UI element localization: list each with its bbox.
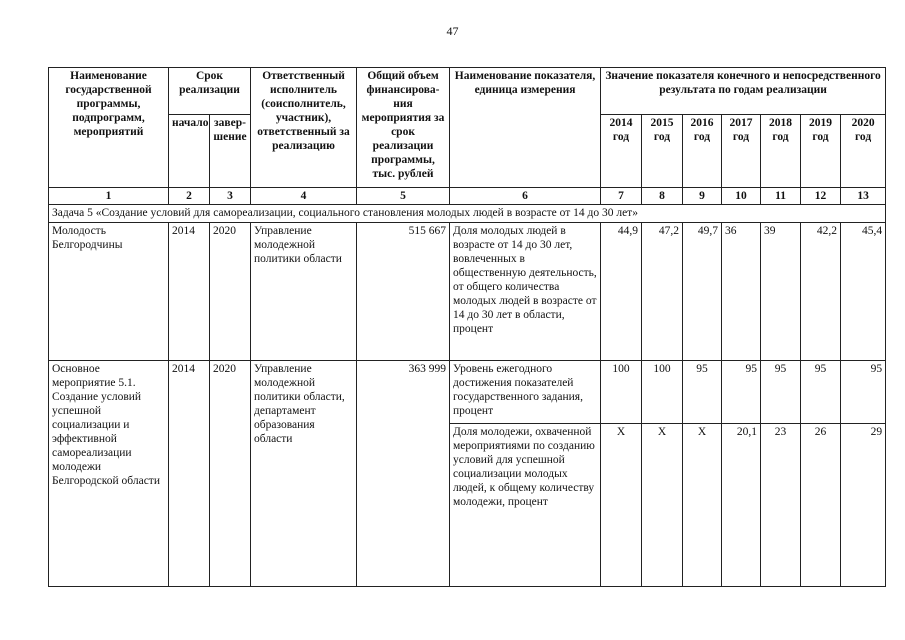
row-value: 29 [841,424,886,587]
row-value: 95 [761,361,801,424]
header-term-end: завер-шение [210,115,251,188]
header-funding: Общий объем финансирова-ния мероприятия за срок реализации программы, тыс. рублей [357,68,450,188]
row-indicator: Уровень ежегодного достижения показателей государственного задания, процент [450,361,601,424]
row-value: 100 [642,361,683,424]
header-row-1 [49,68,886,115]
column-number: 3 [210,188,251,205]
task-row [49,205,886,223]
row-value: 42,2 [801,223,841,361]
header-year: 2017 год [722,115,761,188]
row-value: X [642,424,683,587]
column-number: 12 [801,188,841,205]
column-number: 7 [601,188,642,205]
row-value: 26 [801,424,841,587]
header-values: Значение показателя конечного и непосредственного результата по годам реализации [601,68,886,115]
row-name: Основное мероприятие 5.1. Создание условий успешной социализации и эффективной самореализации молодежи Белгородской области [49,361,169,587]
column-number: 11 [761,188,801,205]
row-value: 45,4 [841,223,886,361]
row-value: 95 [841,361,886,424]
header-year: 2018 год [761,115,801,188]
row-executor: Управление молодежной политики области [251,223,357,361]
header-term: Срок реализации [169,68,251,115]
row-start: 2014 [169,223,210,361]
header-term-start: начало [169,115,210,188]
column-number: 13 [841,188,886,205]
column-number: 8 [642,188,683,205]
row-value: 95 [683,361,722,424]
row-indicator: Доля молодежи, охваченной мероприятиями по созданию условий для успешной социализации молодых людей, к общему количеству молодежи, процент [450,424,601,587]
column-number: 5 [357,188,450,205]
row-executor: Управление молодежной политики области, департамент образования области [251,361,357,587]
column-number: 2 [169,188,210,205]
row-start: 2014 [169,361,210,587]
row-value: 44,9 [601,223,642,361]
row-value: X [601,424,642,587]
row-value: 95 [722,361,761,424]
header-year: 2020 год [841,115,886,188]
row-value: 20,1 [722,424,761,587]
page-number: 47 [446,24,459,38]
header-year: 2016 год [683,115,722,188]
column-number-row [49,188,886,205]
row-end: 2020 [210,361,251,587]
header-year: 2019 год [801,115,841,188]
header-year: 2014 год [601,115,642,188]
table-row [49,361,886,424]
row-name: Молодость Белгородчины [49,223,169,361]
header-name: Наименование государственной программы, подпрограмм, мероприятий [49,68,169,188]
row-value: X [683,424,722,587]
row-end: 2020 [210,223,251,361]
row-value: 95 [801,361,841,424]
column-number: 1 [49,188,169,205]
row-value: 100 [601,361,642,424]
row-value: 47,2 [642,223,683,361]
row-funding: 515 667 [357,223,450,361]
row-value: 39 [761,223,801,361]
row-value: 49,7 [683,223,722,361]
program-table [48,67,886,587]
row-value: 36 [722,223,761,361]
header-executor: Ответственный исполнитель (соисполнитель, участник), ответственный за реализацию [251,68,357,188]
header-year: 2015 год [642,115,683,188]
row-value: 23 [761,424,801,587]
column-number: 10 [722,188,761,205]
table-row [49,223,886,361]
column-number: 9 [683,188,722,205]
column-number: 6 [450,188,601,205]
row-indicator: Доля молодых людей в возрасте от 14 до 30 лет, вовлеченных в общественную деятельность, от общего количества молодых людей в возрасте от 14 до 30 лет в области, процент [450,223,601,361]
header-indicator: Наименование показателя, единица измерения [450,68,601,188]
task-title: Задача 5 «Создание условий для самореализации, социального становления молодых людей в возрасте от 14 до 30 лет» [49,205,886,223]
column-number: 4 [251,188,357,205]
row-funding: 363 999 [357,361,450,587]
